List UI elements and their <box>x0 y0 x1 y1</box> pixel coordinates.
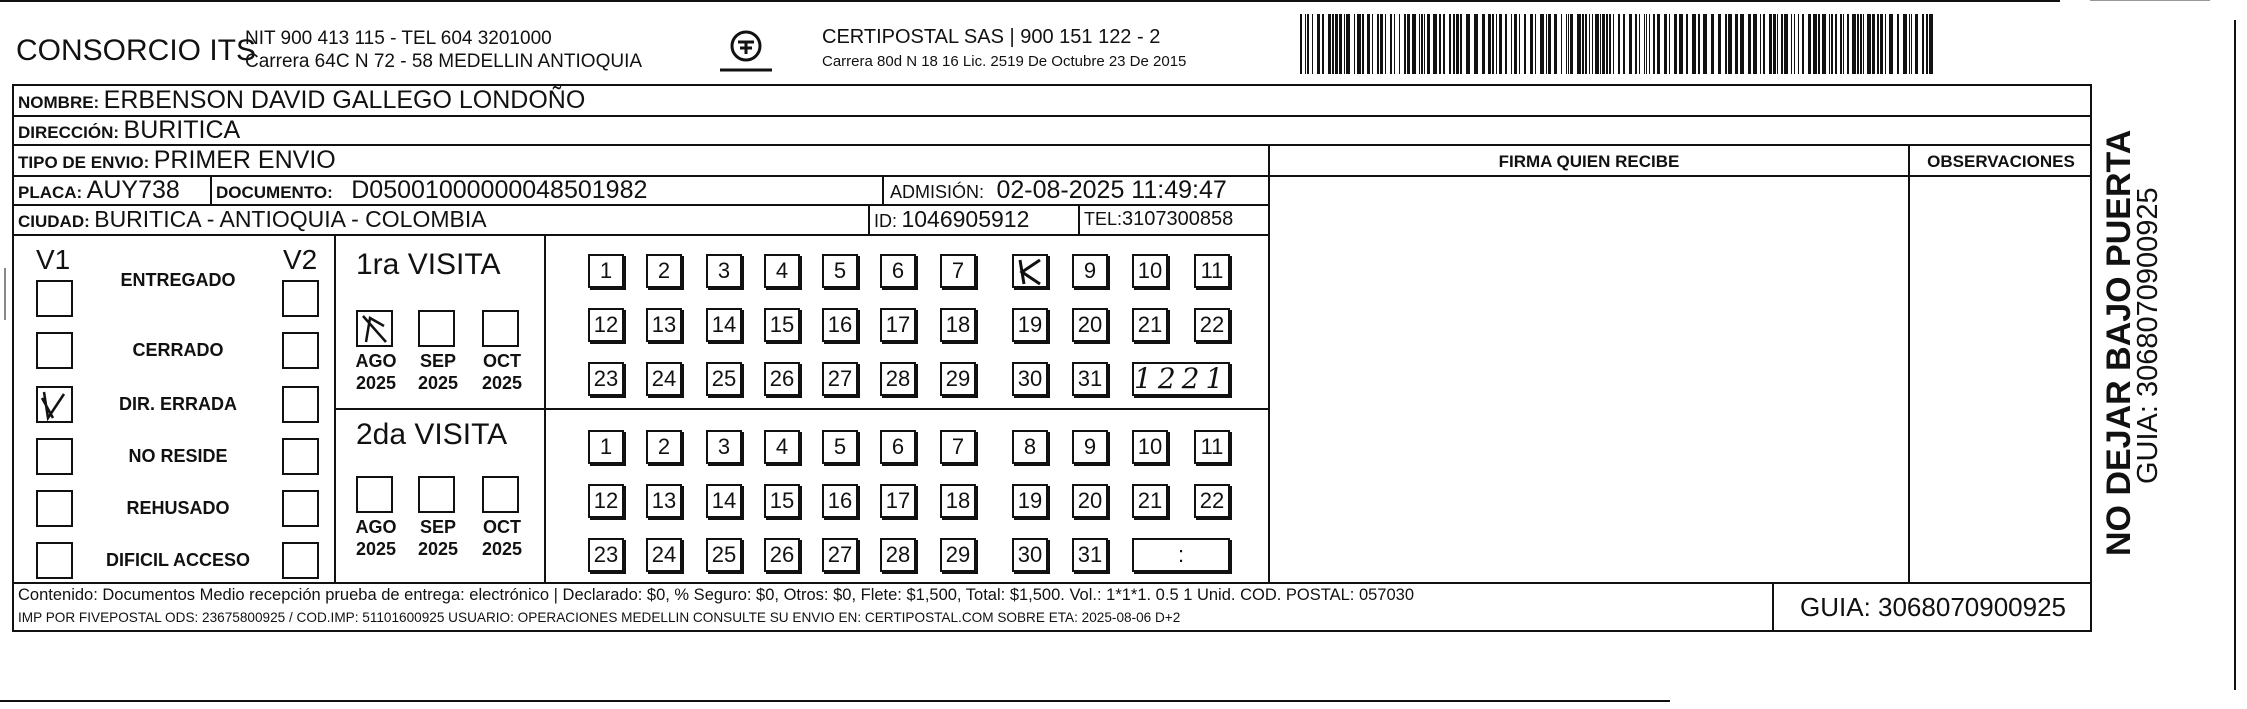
v1-checkbox[interactable] <box>36 542 73 579</box>
day-box[interactable]: 27 <box>822 362 858 396</box>
day-box[interactable]: 16 <box>822 484 858 518</box>
day-box[interactable]: 31 <box>1072 538 1108 572</box>
month-checkbox[interactable] <box>482 310 519 347</box>
month-checkbox[interactable] <box>356 476 393 513</box>
top-rule <box>0 0 2060 2</box>
id-value: 1046905912 <box>901 206 1030 232</box>
nombre-value: ERBENSON DAVID GALLEGO LONDOÑO <box>103 86 586 114</box>
tel-cell <box>1084 208 1233 231</box>
day-box[interactable]: 11 <box>1194 430 1230 464</box>
status-label: ENTREGADO <box>120 270 236 290</box>
id-cell <box>874 206 1029 233</box>
v1-checkbox[interactable] <box>36 438 73 475</box>
month-label <box>408 516 468 560</box>
month-name: AGO <box>355 517 397 537</box>
certipostal-logo <box>712 26 780 84</box>
month-year: 2025 <box>481 539 523 559</box>
admision-cell <box>890 176 1227 205</box>
documento-value: D05001000000048501982 <box>351 176 648 204</box>
direccion-value: BURITICA <box>123 116 241 144</box>
day-box[interactable]: 28 <box>880 538 916 572</box>
placa-value: AUY738 <box>86 176 180 204</box>
day-box[interactable]: 10 <box>1132 254 1168 288</box>
footer-contenido: Contenido: Documentos Medio recepción prueba de entrega: electrónico | Declarado: $0, % Seguro: $0, Otros: $0, Flete: $1,500, Total: $1,500. Vol.: 1*1*1. 0.5 1 Unid. COD. POSTAL: 057030 <box>18 586 1415 604</box>
side-guia: GUIA: 3068070900925 <box>2132 187 2164 484</box>
first-visit-title: 1ra VISITA <box>356 248 501 281</box>
admision-value: 02-08-2025 11:49:47 <box>996 176 1227 204</box>
day-box[interactable]: 25 <box>706 362 742 396</box>
day-box[interactable]: 15 <box>764 308 800 342</box>
month-year: 2025 <box>355 373 397 393</box>
day-box[interactable]: 2 <box>646 254 682 288</box>
day-box[interactable]: 3 <box>706 430 742 464</box>
day-box[interactable]: 3 <box>706 254 742 288</box>
day-box[interactable]: 30 <box>1012 538 1048 572</box>
day-box[interactable]: 30 <box>1012 362 1048 396</box>
id-label: ID: <box>874 211 898 231</box>
v2-checkbox[interactable] <box>282 490 319 527</box>
tel-label: TEL: <box>1084 209 1123 229</box>
nombre-row <box>18 86 585 115</box>
month-year: 2025 <box>417 373 459 393</box>
bottom-rule <box>0 700 1670 702</box>
direccion-row <box>18 116 240 145</box>
month-label <box>472 350 532 394</box>
footer-imp: IMP POR FIVEPOSTAL ODS: 23675800925 / COD.IMP: 51101600925 USUARIO: OPERACIONES MEDELLIN CONSULTE SU ENVIO EN: CERTIPOSTAL.COM SOBRE ETA: 2025-08-06 D+2 <box>18 610 1181 625</box>
direccion-label: DIRECCIÓN: <box>18 123 120 142</box>
month-label <box>346 350 406 394</box>
no-dejar-warning: NO DEJAR BAJO PUERTA <box>2100 129 2138 556</box>
day-box[interactable]: 6 <box>880 254 916 288</box>
status-label: DIR. ERRADA <box>118 394 237 414</box>
right-edge <box>2234 20 2236 690</box>
day-box[interactable]: 14 <box>706 308 742 342</box>
day-box[interactable]: 18 <box>940 484 976 518</box>
day-box[interactable]: 5 <box>822 430 858 464</box>
admision-label: ADMISIÓN: <box>890 182 985 202</box>
v2-checkbox[interactable] <box>282 332 319 369</box>
tipo-value: PRIMER ENVIO <box>153 146 336 174</box>
day-box[interactable]: 13 <box>646 484 682 518</box>
day-box[interactable]: 25 <box>706 538 742 572</box>
ciudad-label: CIUDAD: <box>18 212 90 231</box>
day-box[interactable]: 10 <box>1132 430 1168 464</box>
month-name: OCT <box>483 351 521 371</box>
second-visit-title: 2da VISITA <box>356 418 508 451</box>
day-box[interactable]: 20 <box>1072 308 1108 342</box>
month-label <box>346 516 406 560</box>
month-checkbox[interactable] <box>418 476 455 513</box>
day-box[interactable]: 24 <box>646 362 682 396</box>
month-year: 2025 <box>355 539 397 559</box>
v2-checkbox[interactable] <box>282 542 319 579</box>
day-box[interactable]: 12 <box>588 484 624 518</box>
cell-divider <box>1078 205 1080 234</box>
day-box[interactable]: 22 <box>1194 484 1230 518</box>
month-checkbox[interactable] <box>356 310 393 347</box>
visit-separator <box>336 408 1268 410</box>
day-box[interactable]: 19 <box>1012 308 1048 342</box>
month-checkbox[interactable] <box>482 476 519 513</box>
carrier-line-2: Carrera 80d N 18 16 Lic. 2519 De Octubre 23 De 2015 <box>822 53 1187 70</box>
day-box[interactable]: 29 <box>940 362 976 396</box>
v2-checkbox[interactable] <box>282 438 319 475</box>
day-box[interactable]: 9 <box>1072 430 1108 464</box>
v2-label: V2 <box>283 244 318 275</box>
month-checkbox[interactable] <box>418 310 455 347</box>
month-name: SEP <box>419 351 457 371</box>
row-rule <box>12 115 2092 117</box>
tel-value: 3107300858 <box>1122 208 1234 230</box>
day-box[interactable]: 7 <box>940 430 976 464</box>
company-address: Carrera 64C N 72 - 58 MEDELLIN ANTIOQUIA <box>245 51 643 72</box>
status-label: NO RESIDE <box>128 446 228 466</box>
month-name: AGO <box>355 351 397 371</box>
day-box[interactable]: 14 <box>706 484 742 518</box>
v1-checkbox[interactable] <box>36 332 73 369</box>
cell-divider <box>868 205 870 234</box>
day-box[interactable]: 20 <box>1072 484 1108 518</box>
v1-checkbox[interactable] <box>36 280 73 317</box>
day-box[interactable]: 22 <box>1194 308 1230 342</box>
tipo-label: TIPO DE ENVIO: <box>18 153 150 172</box>
barcode <box>1300 14 1940 74</box>
firma-divider <box>1268 144 1270 584</box>
day-box[interactable]: 28 <box>880 362 916 396</box>
cell-divider <box>210 176 212 204</box>
obs-divider <box>1908 144 1910 584</box>
day-box[interactable]: 29 <box>940 538 976 572</box>
day-box[interactable]: 1 <box>588 430 624 464</box>
day-box[interactable] <box>1012 254 1048 288</box>
day-box[interactable]: 27 <box>822 538 858 572</box>
day-box[interactable]: 9 <box>1072 254 1108 288</box>
day-box[interactable]: 1 <box>588 254 624 288</box>
day-box[interactable]: 26 <box>764 538 800 572</box>
day-box[interactable]: 8 <box>1012 430 1048 464</box>
row-rule <box>12 582 2092 584</box>
placa-cell <box>18 176 180 205</box>
status-label: CERRADO <box>132 340 224 360</box>
company-nit: NIT 900 413 115 - TEL 604 3201000 <box>245 28 552 49</box>
day-box[interactable]: 15 <box>764 484 800 518</box>
day-box[interactable]: 18 <box>940 308 976 342</box>
day-box[interactable]: 21 <box>1132 484 1168 518</box>
day-box[interactable]: 23 <box>588 362 624 396</box>
day-box[interactable]: 13 <box>646 308 682 342</box>
top-rule-right <box>2090 0 2210 1</box>
placa-label: PLACA: <box>18 183 83 202</box>
day-box[interactable]: 31 <box>1072 362 1108 396</box>
company-name: CONSORCIO ITS <box>16 34 257 67</box>
day-box[interactable]: 4 <box>764 254 800 288</box>
row-rule <box>12 234 1268 236</box>
day-box[interactable]: 23 <box>588 538 624 572</box>
time-box[interactable]: : <box>1132 538 1230 572</box>
month-name: SEP <box>419 517 457 537</box>
v1-checkbox[interactable] <box>36 386 73 423</box>
day-box[interactable]: 12 <box>588 308 624 342</box>
day-box[interactable]: 4 <box>764 430 800 464</box>
time-box[interactable]: 1221 <box>1134 362 1230 395</box>
day-box[interactable]: 24 <box>646 538 682 572</box>
v2-checkbox[interactable] <box>282 280 319 317</box>
day-box[interactable]: 16 <box>822 308 858 342</box>
month-year: 2025 <box>481 373 523 393</box>
month-name: OCT <box>483 517 521 537</box>
day-box[interactable]: 7 <box>940 254 976 288</box>
day-box[interactable]: 17 <box>880 308 916 342</box>
documento-cell <box>216 176 647 205</box>
v1-label: V1 <box>36 244 71 275</box>
documento-label: DOCUMENTO: <box>216 183 333 202</box>
month-year: 2025 <box>417 539 459 559</box>
ciudad-value: BURITICA - ANTIOQUIA - COLOMBIA <box>94 206 487 232</box>
observaciones-header: OBSERVACIONES <box>1927 152 2075 171</box>
nombre-label: NOMBRE: <box>18 93 100 112</box>
day-box[interactable]: 17 <box>880 484 916 518</box>
status-label: DIFICIL ACCESO <box>105 550 250 570</box>
day-box[interactable]: 11 <box>1194 254 1230 288</box>
month-label <box>472 516 532 560</box>
left-tick <box>4 268 6 320</box>
status-label: REHUSADO <box>126 498 230 518</box>
day-box[interactable]: 21 <box>1132 308 1168 342</box>
v1-checkbox[interactable] <box>36 490 73 527</box>
tipo-row <box>18 146 336 175</box>
day-box[interactable]: 26 <box>764 362 800 396</box>
day-box[interactable]: 19 <box>1012 484 1048 518</box>
day-box[interactable]: 2 <box>646 430 682 464</box>
v2-checkbox[interactable] <box>282 386 319 423</box>
carrier-line-1: CERTIPOSTAL SAS | 900 151 122 - 2 <box>822 26 1161 48</box>
cell-divider <box>882 176 884 204</box>
firma-header: FIRMA QUIEN RECIBE <box>1498 152 1680 171</box>
month-label <box>408 350 468 394</box>
day-box[interactable]: 6 <box>880 430 916 464</box>
ciudad-cell <box>18 206 487 233</box>
footer-guia: GUIA: 3068070900925 <box>1800 592 2066 622</box>
day-box[interactable]: 5 <box>822 254 858 288</box>
